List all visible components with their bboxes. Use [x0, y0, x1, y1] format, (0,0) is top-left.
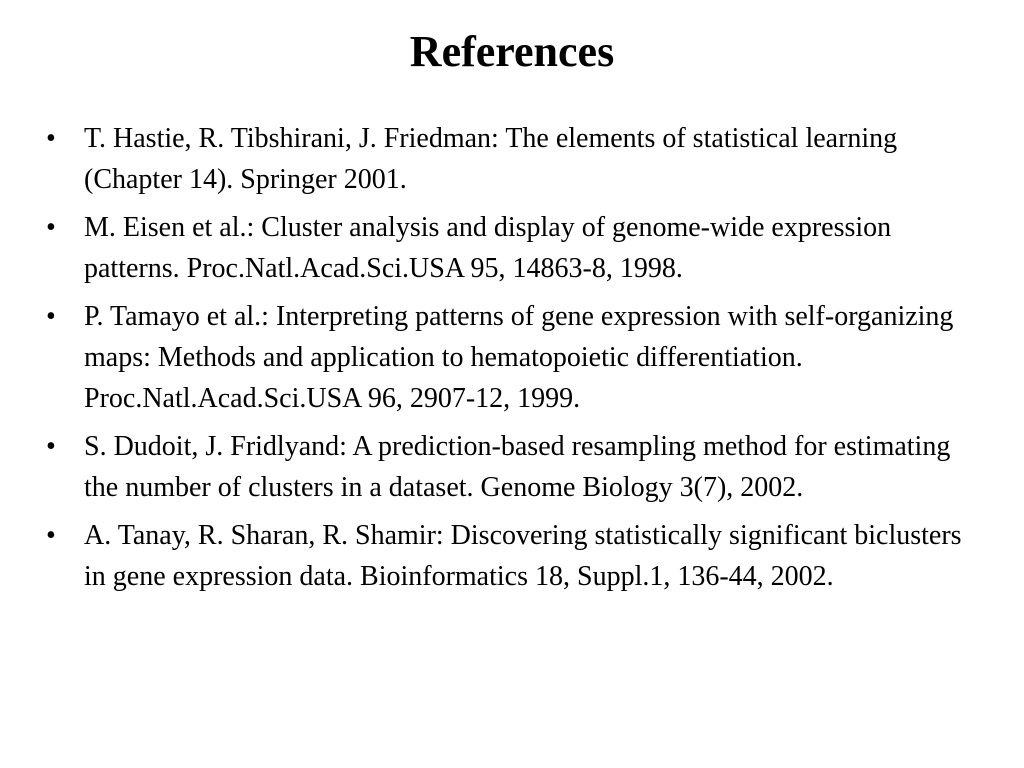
reference-text: S. Dudoit, J. Fridlyand: A prediction-based resampling method for estimating the number of clusters in a dataset. Genome Biology 3(7), 2002.: [84, 431, 951, 503]
reference-item: [46, 118, 986, 200]
reference-item: [46, 515, 986, 597]
reference-text: T. Hastie, R. Tibshirani, J. Friedman: The elements of statistical learning (Chapter 14). Springer 2001.: [84, 123, 898, 195]
reference-list: [46, 118, 986, 604]
slide-title: References: [409, 27, 615, 76]
reference-item: [46, 426, 986, 508]
bullet-icon: •: [46, 212, 56, 243]
bullet-icon: •: [46, 431, 56, 462]
reference-text: P. Tamayo et al.: Interpreting patterns of gene expression with self-organizing maps: Methods and application to hematopoietic differentiation. Proc.Natl.Acad.Sci.USA 96, 2907-12, 1999.: [84, 301, 954, 414]
bullet-icon: •: [46, 123, 56, 154]
reference-text: M. Eisen et al.: Cluster analysis and display of genome-wide expression patterns. Proc.Natl.Acad.Sci.USA 95, 14863-8, 1998.: [84, 212, 892, 284]
reference-text: A. Tanay, R. Sharan, R. Shamir: Discovering statistically significant biclusters in gene expression data. Bioinformatics 18, Suppl.1, 136-44, 2002.: [84, 520, 962, 592]
reference-item: [46, 207, 986, 289]
bullet-icon: •: [46, 520, 56, 551]
bullet-icon: •: [46, 301, 56, 332]
reference-item: [46, 296, 986, 419]
